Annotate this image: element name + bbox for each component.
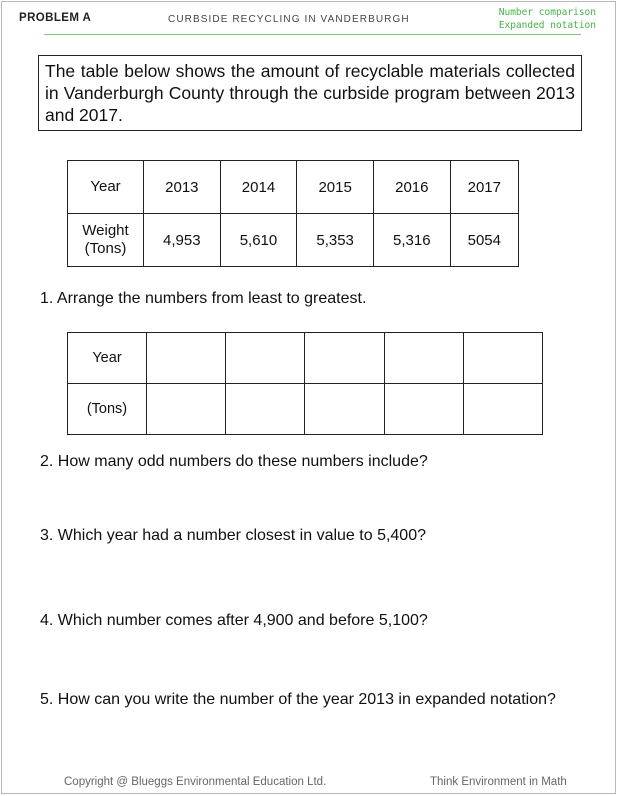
- topic-tags: [499, 6, 596, 32]
- answer-cell[interactable]: [226, 333, 305, 384]
- question-2: 2. How many odd numbers do these numbers include?: [40, 453, 428, 470]
- answer-cell[interactable]: [147, 333, 226, 384]
- year-cell: 2016: [373, 161, 450, 214]
- weight-cell: 4,953: [144, 214, 221, 267]
- weight-cell: 5054: [450, 214, 518, 267]
- question-3: 3. Which year had a number closest in value to 5,400?: [40, 527, 426, 544]
- question-1: 1. Arrange the numbers from least to greatest.: [40, 290, 367, 307]
- table-row: [68, 214, 519, 267]
- answer-row-header-tons: (Tons): [68, 384, 147, 435]
- topic-tag: Expanded notation: [498, 20, 596, 31]
- recycling-data-table: [67, 160, 519, 267]
- weight-cell: 5,316: [373, 214, 450, 267]
- table-row: [68, 333, 543, 384]
- row-header-weight: Weight (Tons): [68, 214, 144, 267]
- answer-cell[interactable]: [305, 384, 384, 435]
- intro-text-box: The table below shows the amount of recyclable materials collected in Vanderburgh County through the curbside program between 2013 and 2017.: [38, 55, 582, 131]
- answer-cell[interactable]: [226, 384, 305, 435]
- question-5: 5. How can you write the number of the year 2013 in expanded notation?: [40, 691, 556, 708]
- answer-row-header-year: Year: [68, 333, 147, 384]
- answer-table: [67, 332, 543, 435]
- row-header-year: Year: [68, 161, 144, 214]
- answer-cell[interactable]: [305, 333, 384, 384]
- topic-tag: Number comparison: [498, 7, 596, 18]
- weight-cell: 5,610: [220, 214, 297, 267]
- year-cell: 2017: [450, 161, 518, 214]
- year-cell: 2014: [220, 161, 297, 214]
- question-4: 4. Which number comes after 4,900 and before 5,100?: [40, 612, 428, 629]
- answer-cell[interactable]: [463, 384, 542, 435]
- footer-tagline: Think Environment in Math: [430, 776, 567, 788]
- year-cell: 2015: [297, 161, 374, 214]
- worksheet-title: CURBSIDE RECYCLING IN VANDERBURGH: [168, 14, 410, 25]
- answer-cell[interactable]: [384, 384, 463, 435]
- copyright-text: Copyright @ Blueggs Environmental Education Ltd.: [64, 776, 327, 788]
- problem-label: PROBLEM A: [19, 12, 92, 24]
- year-cell: 2013: [144, 161, 221, 214]
- table-row: [68, 161, 519, 214]
- table-row: [68, 384, 543, 435]
- answer-cell[interactable]: [384, 333, 463, 384]
- answer-cell[interactable]: [147, 384, 226, 435]
- answer-cell[interactable]: [463, 333, 542, 384]
- weight-cell: 5,353: [297, 214, 374, 267]
- header-divider: [44, 34, 581, 35]
